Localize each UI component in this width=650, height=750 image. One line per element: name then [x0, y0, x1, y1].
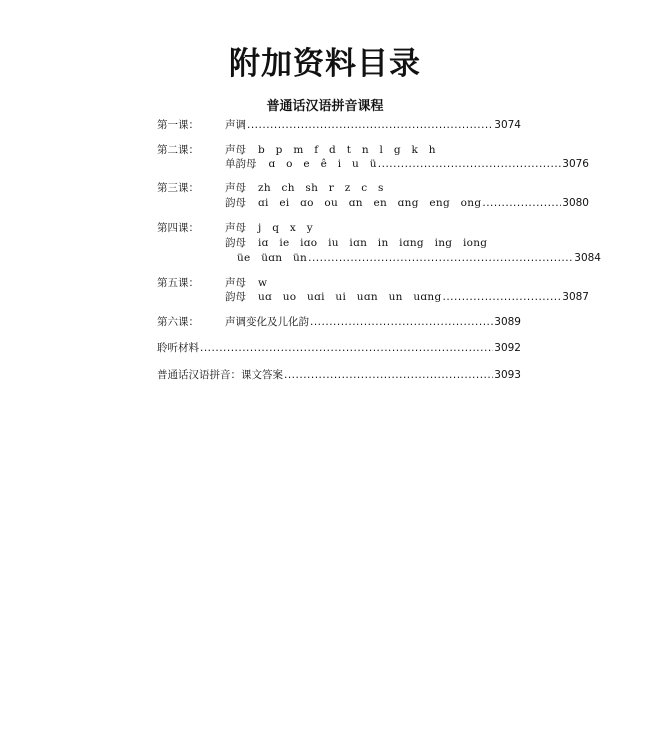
page-title: 附加资料目录 [229, 46, 421, 82]
pinyin-list: üe üɑn ün [237, 252, 308, 264]
dot-leader [443, 290, 562, 304]
sub-label: 韵母 [225, 291, 246, 303]
lesson-label: 第二课： [157, 144, 199, 156]
dot-leader [247, 118, 493, 132]
pinyin-list: iɑ ie iɑo iu iɑn in iɑng ing iong [258, 237, 488, 249]
sub-label: 单韵母 [225, 158, 257, 170]
lesson-label: 第一课： [157, 119, 199, 131]
pinyin-list: ɑi ei ɑo ou ɑn en ɑng eng ong [258, 197, 482, 209]
page-number: 3076 [562, 158, 589, 170]
sub-label: 声母 [225, 277, 246, 289]
lesson-label: 第三课： [157, 182, 199, 194]
dot-leader [378, 157, 561, 171]
page-number: 3080 [562, 197, 589, 209]
dot-leader [200, 341, 493, 355]
page-number: 3087 [562, 291, 589, 303]
sub-label: 声母 [225, 222, 246, 234]
dot-leader [284, 368, 493, 382]
sub-label: 韵母 [225, 237, 246, 249]
pinyin-list: ɑ o e ê i u ü [268, 158, 377, 170]
toc-entry-lesson-3-initials [157, 181, 521, 195]
toc-entry-lesson-5[interactable] [157, 290, 589, 304]
lesson-label: 第四课： [157, 222, 199, 234]
entry-text: 声调变化及儿化韵 [225, 316, 309, 328]
toc-entry-listening[interactable] [157, 341, 521, 355]
pinyin-list: uɑ uo uɑi ui uɑn un uɑng [258, 291, 442, 303]
entry-text: 聆听材料 [157, 342, 199, 354]
lesson-label: 第五课： [157, 277, 199, 289]
toc-entry-lesson-4-finals [157, 236, 589, 250]
toc-entry-lesson-2[interactable] [157, 157, 589, 171]
sub-label: 声母 [225, 182, 246, 194]
lesson-label: 第六课： [157, 316, 199, 328]
toc-entry-lesson-1[interactable] [157, 118, 521, 132]
toc-entry-lesson-5-initials [157, 276, 521, 290]
pinyin-list: w [258, 277, 268, 289]
page-number: 3093 [494, 369, 521, 381]
pinyin-list: j q x y [258, 222, 313, 234]
sub-label: 声母 [225, 144, 246, 156]
toc-entry-lesson-4-initials [157, 221, 521, 235]
dot-leader [310, 315, 493, 329]
pinyin-list: b p m f d t n l g k h [258, 144, 436, 156]
toc-entry-lesson-2-initials [157, 143, 521, 157]
toc-entry-lesson-4[interactable] [157, 251, 601, 265]
page-number: 3074 [494, 119, 521, 131]
page-number: 3084 [574, 252, 601, 264]
entry-text: 声调 [225, 119, 246, 131]
toc-entry-lesson-6[interactable] [157, 315, 521, 329]
section-title: 普通话汉语拼音课程 [266, 99, 384, 114]
entry-text: 普通话汉语拼音：课文答案 [157, 369, 283, 381]
toc-entry-answers[interactable] [157, 368, 521, 382]
dot-leader [308, 251, 573, 265]
sub-label: 韵母 [225, 197, 246, 209]
toc-entry-lesson-3[interactable] [157, 196, 589, 210]
pinyin-list: zh ch sh r z c s [258, 182, 384, 194]
dot-leader [482, 196, 561, 210]
page-number: 3092 [494, 342, 521, 354]
page-number: 3089 [494, 316, 521, 328]
